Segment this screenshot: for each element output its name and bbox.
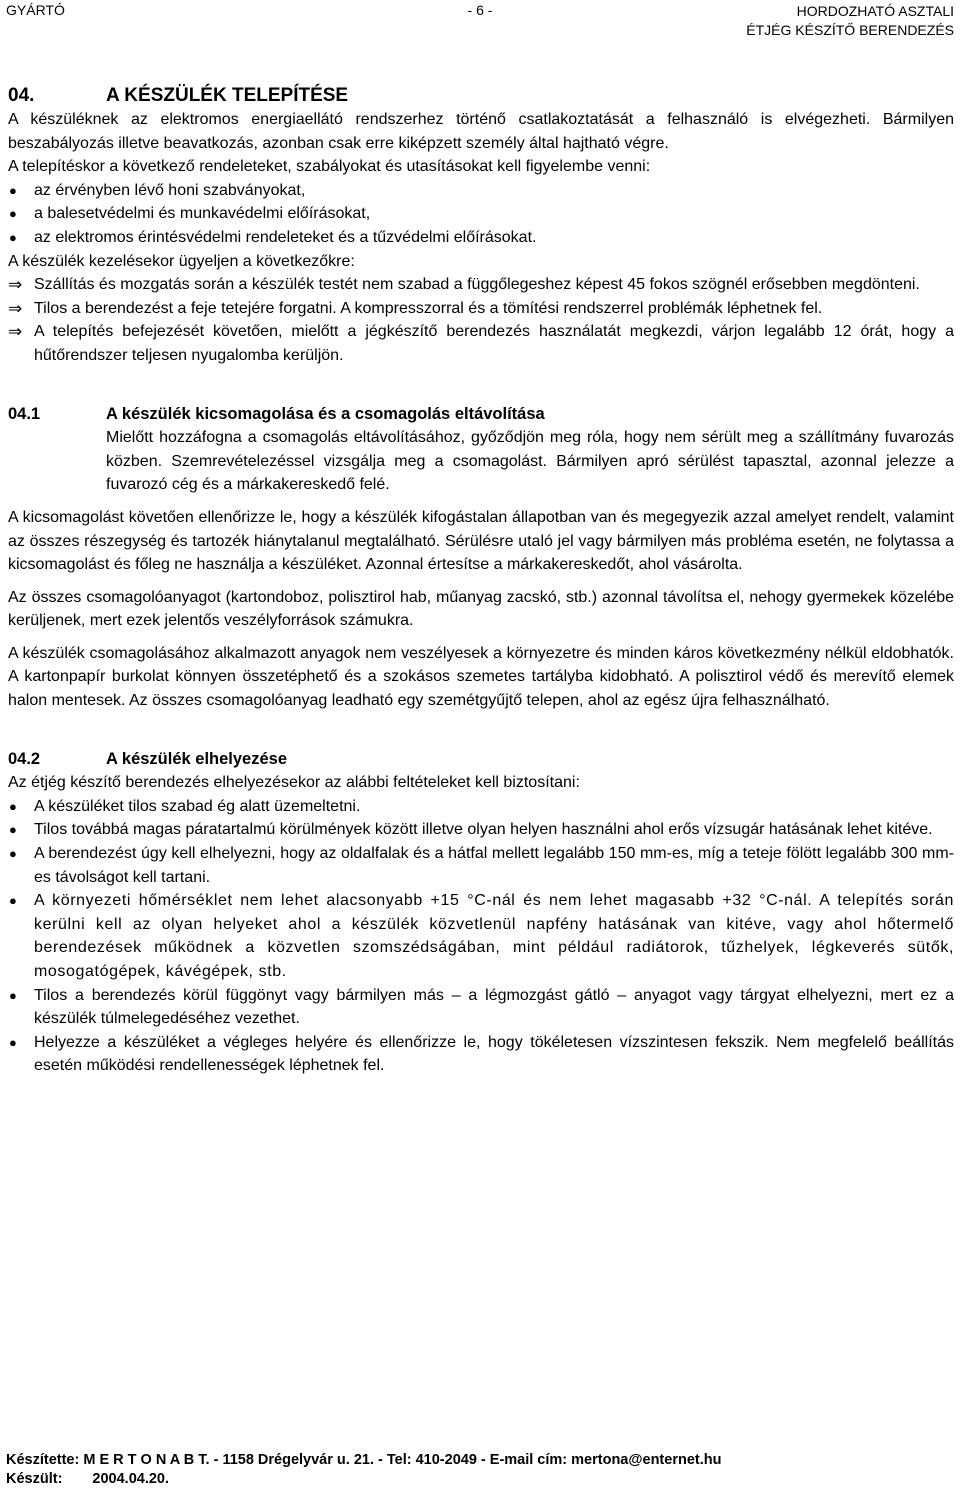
bullet-icon: ●: [9, 822, 17, 838]
list-item: ● A berendezést úgy kell elhelyezni, hogy az oldalfalak és a hátfal mellett legalább 150 mm-es, míg a teteje fölött legalább 300 mm-es távolságot kell tartani.: [8, 842, 954, 889]
double-arrow-icon: ⇒: [8, 275, 23, 295]
section-04-number: 04.: [8, 85, 35, 106]
footer-made-by: Készítette: M E R T O N A B T. - 1158 Drégelyvár u. 21. - Tel: 410-2049 - E-mail cím: mertona@enternet.hu: [6, 1452, 722, 1468]
page-number: - 6 -: [467, 2, 493, 18]
section-04-heading: [8, 84, 954, 108]
section-04-1-heading: [8, 403, 954, 427]
bullet-icon: ●: [9, 182, 17, 198]
list-item: ● az elektromos érintésvédelmi rendeleteket és a tűzvédelmi előírásokat.: [8, 226, 954, 250]
list-item: ● az érvényben lévő honi szabványokat,: [8, 179, 954, 203]
section-04-2-title: A készülék elhelyezése: [106, 749, 288, 768]
list-item: ● A készüléket tilos szabad ég alatt üzemeltetni.: [8, 795, 954, 819]
bullet-icon: ●: [9, 893, 18, 909]
document-body: [8, 84, 954, 1078]
bullet-icon: ●: [9, 206, 17, 222]
list-item: ⇒ A telepítés befejezését követően, mielőtt a jégkészítő berendezés használatát megkezdi, várjon legalább 12 órát, hogy a hűtőrendszer teljesen nyugalomba kerüljön.: [8, 322, 954, 364]
footer: [6, 1451, 956, 1489]
footer-date-value: 2004.04.20.: [92, 1471, 170, 1487]
section-04-rules-lead: A telepítéskor a következő rendeleteket, szabályokat és utasításokat kell figyelembe venni:: [8, 158, 651, 176]
header-manufacturer: GYÁRTÓ: [6, 2, 65, 18]
list-item: ● a balesetvédelmi és munkavédelmi előírásokat,: [8, 202, 954, 226]
double-arrow-icon: ⇒: [8, 322, 23, 342]
section-04-rules-list: [8, 179, 954, 250]
section-04-handling-lead: A készülék kezelésekor ügyeljen a következőkre:: [8, 252, 355, 270]
section-04-intro: A készüléknek az elektromos energiaellátó rendszerhez történő csatlakoztatását a felhasználó is elvégezheti. Bármilyen beszabályozás illetve beavatkozás, azonban csak erre kiképzett személy által hajtható végre.: [8, 111, 954, 152]
section-04-1-paragraph-2: A kicsomagolást követően ellenőrizze le, hogy a készülék kifogástalan állapotban van és megegyezik azzal amelyet rendelt, valamint az összes részegység és tartozék hiánytalanul megtalálható. Sérülésre utaló jel vagy bármilyen más probléma esetén, ne folytassa a kicsomagolást és főleg ne használja a készüléket. Azonnal értesítse a márkakereskedőt, ahol vásárolta.: [8, 508, 954, 574]
bullet-icon: ●: [9, 798, 17, 814]
section-04-2-lead: Az étjég készítő berendezés elhelyezésekor az alábbi feltételeket kell biztosítani:: [8, 774, 580, 792]
section-04-2-heading: [8, 748, 954, 772]
section-04-title: A KÉSZÜLÉK TELEPÍTÉSE: [106, 85, 349, 106]
footer-date-label: Készült:: [6, 1471, 63, 1487]
double-arrow-icon: ⇒: [8, 298, 23, 318]
section-04-1-number: 04.1: [8, 404, 41, 423]
list-item: ● A környezeti hőmérséklet nem lehet alacsonyabb +15 °C-nál és nem lehet magasabb +32 °C-nál. A telepítés során kerülni kell az olyan helyeket ahol a készülék közvetlenül napfény hatásának van kitéve, vagy ahol hőtermelő berendezések működnek a közvetlen szomszédságában, mint például radiátorok, tűzhelyek, légkeverés sütők, mosogatógépek, kávégépek, stb.: [8, 889, 954, 983]
section-04-1-title: A készülék kicsomagolása és a csomagolás eltávolítása: [106, 404, 545, 423]
footer-date: [6, 1470, 956, 1489]
bullet-icon: ●: [9, 987, 17, 1003]
list-item: ● Tilos továbbá magas páratartalmú körülmények között illetve olyan helyen használni ahol erős vízsugár hatásának lehet kitéve.: [8, 818, 954, 842]
list-item: ⇒ Szállítás és mozgatás során a készülék testét nem szabad a függőlegeshez képest 45 fokos szögnél erősebben megdönteni.: [8, 273, 954, 297]
section-04-2-number: 04.2: [8, 749, 41, 768]
section-04-1-paragraph-1: Mielőtt hozzáfogna a csomagolás eltávolításához, győződjön meg róla, hogy nem sérült meg a szállítmány fuvarozás közben. Szemrevételezéssel vizsgálja meg a csomagolást. Bármilyen apró sérülést tapasztal, azonnal jelezze a fuvarozó cég és a márkakereskedő felé.: [106, 429, 954, 494]
section-04-1-paragraph-3: Az összes csomagolóanyagot (kartondoboz, polisztirol hab, műanyag zacskó, stb.) azonnal távolítsa el, nehogy gyermekek közelébe kerüljenek, mert ezek jelentős veszélyforrások számukra.: [8, 588, 954, 630]
header-product-line2: ÉTJÉG KÉSZÍTŐ BERENDEZÉS: [746, 22, 954, 38]
section-04-handling-list: [8, 273, 954, 367]
header-product: [746, 2, 954, 40]
section-04-1-paragraph-4: A készülék csomagolásához alkalmazott anyagok nem veszélyesek a környezetre és minden káros következmény nélkül eldobhatók. A kartonpapír burkolat könnyen összetéphető és a szokásos szemetes tartályba kidobható. A polisztirol védő és merevítő elemek halon mentesek. Az összes csomagolóanyag leadható egy szemétgyűjtő telepen, ahol az egész újra felhasználható.: [8, 644, 954, 710]
header-product-line1: HORDOZHATÓ ASZTALI: [796, 3, 954, 19]
list-item: ⇒ Tilos a berendezést a feje tetejére forgatni. A kompresszorral és a tömítési rendszerrel problémák léphetnek fel.: [8, 297, 954, 321]
bullet-icon: ●: [9, 229, 17, 245]
section-04-2-list: [8, 795, 954, 1078]
list-item: ● Helyezze a készüléket a végleges helyére és ellenőrizze le, hogy tökéletesen vízszintesen fekszik. Nem megfelelő beállítás esetén működési rendellenességek léphetnek fel.: [8, 1031, 954, 1078]
bullet-icon: ●: [9, 1034, 17, 1050]
bullet-icon: ●: [9, 846, 17, 862]
list-item: ● Tilos a berendezés körül függönyt vagy bármilyen más – a légmozgást gátló – anyagot vagy tárgyat elhelyezni, mert ez a készülék túlmelegedéséhez vezethet.: [8, 984, 954, 1031]
